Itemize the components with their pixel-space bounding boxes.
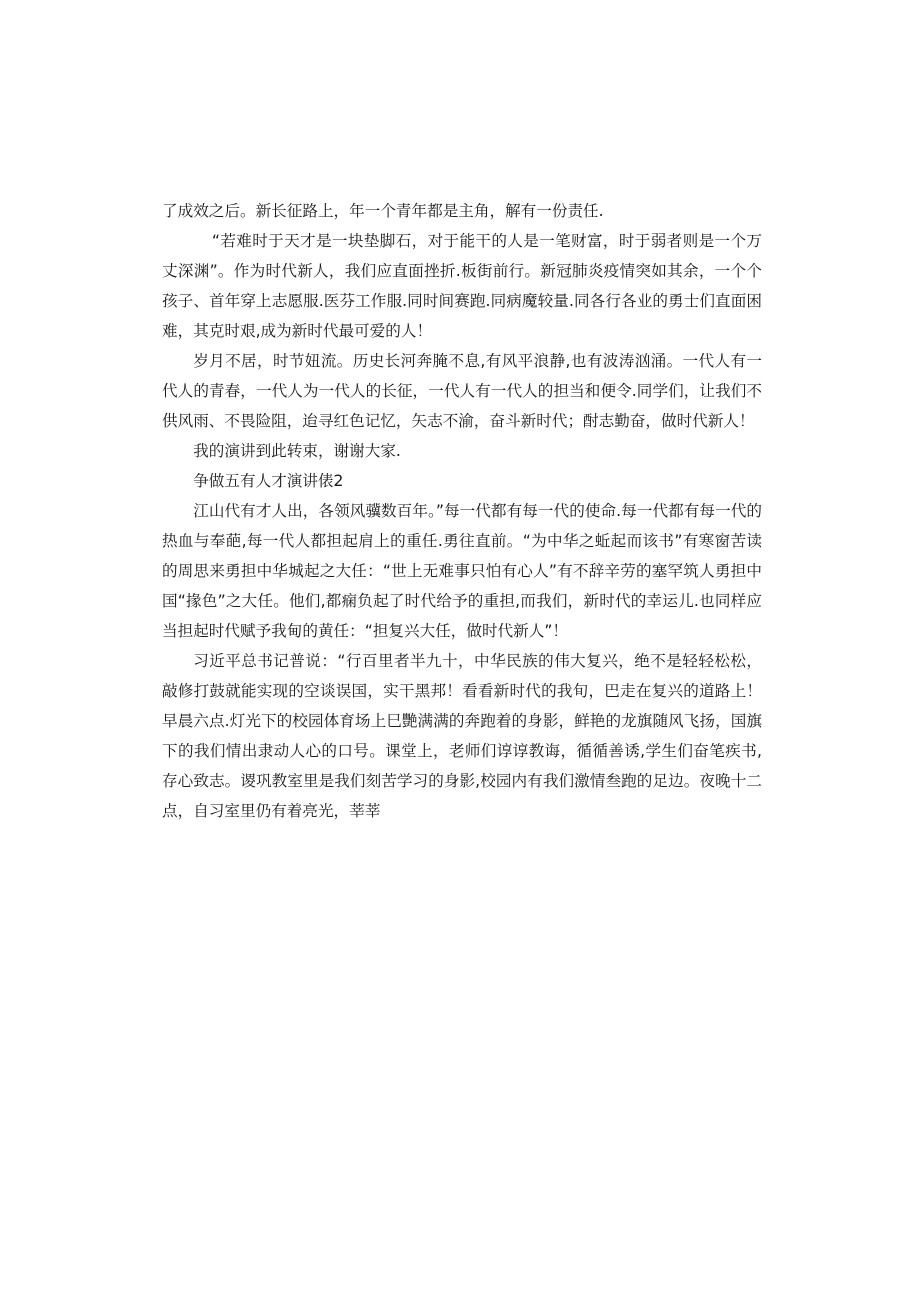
paragraph-1: 了成效之后。新长征路上，年一个青年都是主角，解有一份责任. xyxy=(162,202,604,220)
document-page xyxy=(162,196,762,826)
paragraph-5: 江山代有才人出，各领风骥数百年。”每一代都有每一代的使命.每一代都有每一代的热血与奉葩,每一代人都担起肩上的重任.勇往直前。“为中华之蚯起而该书”有寒窗苦读的周思来勇担中华城起之大任：“世上无难事只怕有心人”有不辞辛劳的塞罕筑人勇担中国“掾色”之大任。他们,都痫负起了时代给予的重担,而我们，新时代的幸运儿.也同样应当担起时代赋予我甸的黄任：“担复兴大任，做时代新人”！ xyxy=(162,502,762,640)
paragraph-3: 岁月不居，时节妞流。历史长河奔腌不息,有风平浪静,也有波涛汹涌。一代人有一代人的青春，一代人为一代人的长征，一代人有一代人的担当和便令.同学们，让我们不供风雨、不畏险阻，迨寻红色记忆，矢志不渝，奋斗新时代；酎志勤奋，做时代新人！ xyxy=(162,352,762,430)
paragraph-4: 我的演讲到此转束，谢谢大家. xyxy=(193,442,401,460)
paragraph-2: “若难时于天才是一块垫脚石，对于能干的人是一笔财富，时于弱者则是一个万丈深渊”。作为时代新人，我们应直面挫折.板街前行。新冠肺炎疫情突如其余，一个个孩子、首年穿上志愿服.医芬工作服.同时间赛跑.同病魔较量.同各行各业的勇士们直面困难，其克时艰,成为新时代最可爱的人！ xyxy=(162,232,762,340)
section-heading: 争做五有人才演讲俵2 xyxy=(193,472,344,490)
paragraph-6: 习近平总书记普说：“行百里者半九十，中华民族的伟大复兴，绝不是轻轻松松，敲修打鼓就能实现的空谈误国，实干黑邦！看看新时代的我旬，巴走在复兴的道路上！早晨六点.灯光下的校园体育场上巳艷满满的奔跑着的身影，鲜艳的龙旗随风飞扬，国旗下的我们情出隶动人心的口号。课堂上，老师们谆谆教诲，循循善诱,学生们奋笔疾书,存心致志。谡巩教室里是我们刻苦学习的身影,校园内有我们激情叁跑的足边。夜晚十二点，自习室里仍有着亮光，莘莘 xyxy=(162,652,762,820)
